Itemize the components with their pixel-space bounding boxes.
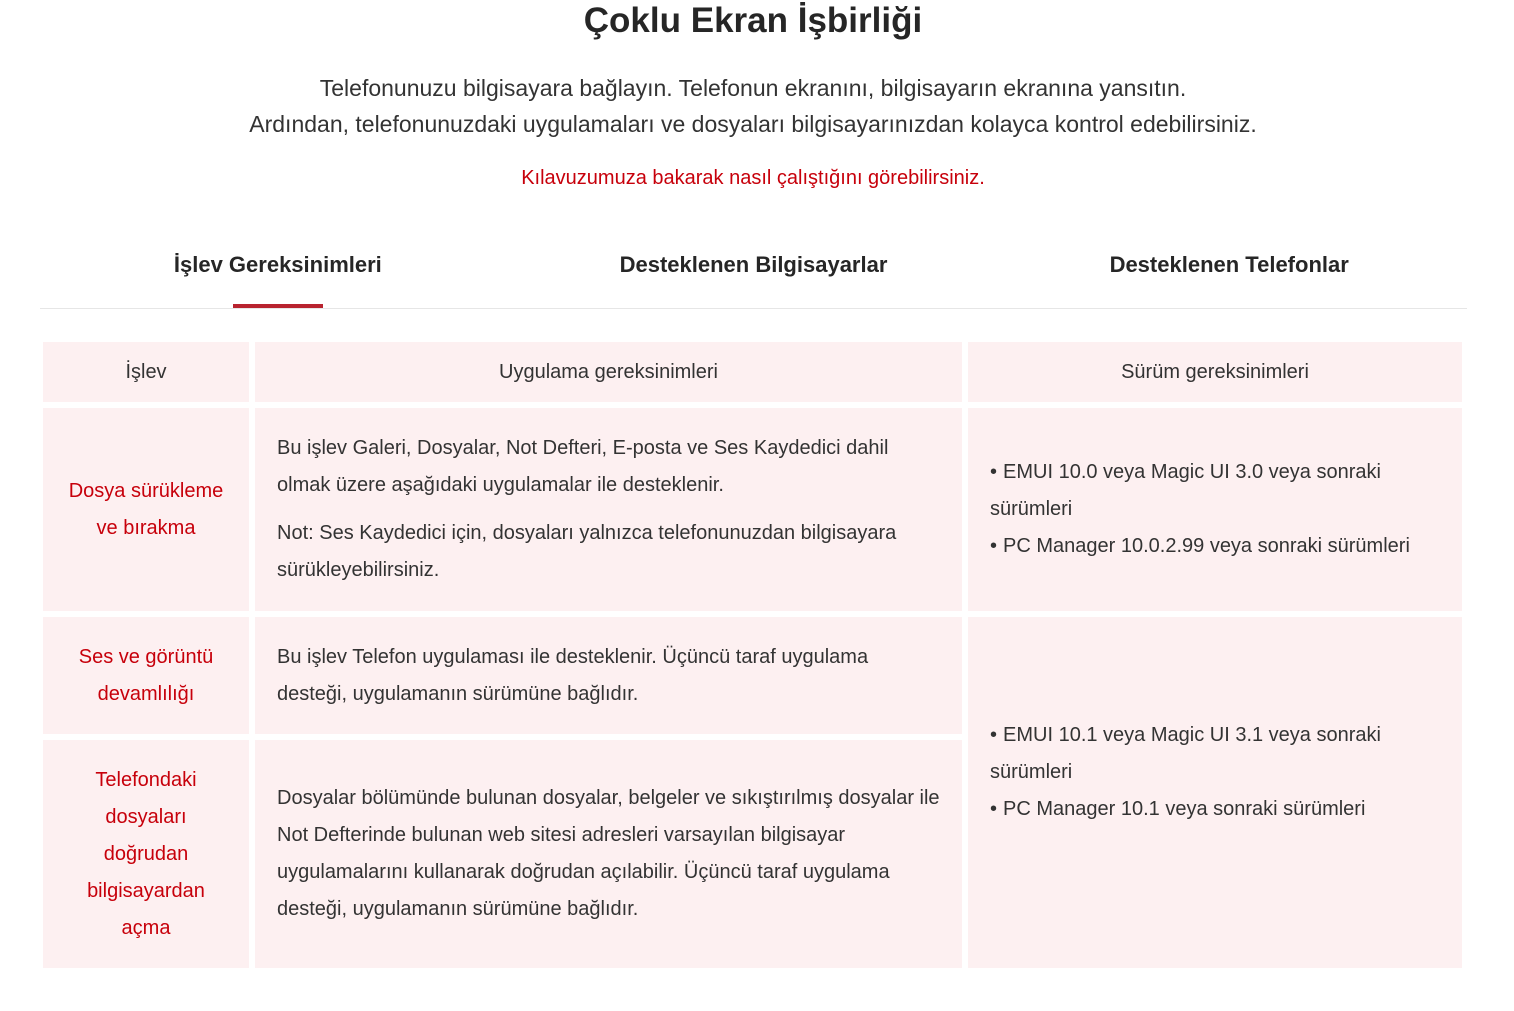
desc-text: Bu işlev Galeri, Dosyalar, Not Defteri, E-posta ve Ses Kaydedici dahil olmak üzere aşağıdaki uygulamalar ile desteklenir. <box>277 437 889 496</box>
tab-label: Desteklenen Telefonlar <box>1109 252 1349 277</box>
tab-supported-computers[interactable] <box>516 240 992 308</box>
feature-audio-video-continuity: Ses ve görüntü devamlılığı <box>43 617 249 734</box>
version-text: EMUI 10.1 veya Magic UI 3.1 veya sonraki sürümleri <box>990 724 1381 783</box>
desc-drag-drop <box>255 408 962 611</box>
page-subtitle <box>0 70 1506 142</box>
desc-text: Bu işlev Telefon uygulaması ile desteklenir. Üçüncü taraf uygulama desteği, uygulamanın sürümüne bağlıdır. <box>277 645 869 705</box>
header-version-requirements: Sürüm gereksinimleri <box>968 342 1462 402</box>
tab-bar <box>40 240 1467 309</box>
active-tab-indicator <box>233 304 323 308</box>
tab-label: Desteklenen Bilgisayarlar <box>619 252 888 277</box>
version-item <box>990 454 1440 528</box>
version-text: PC Manager 10.0.2.99 veya sonraki sürümleri <box>1003 535 1410 557</box>
feature-open-phone-files: Telefondaki dosyaları doğrudan bilgisayardan açma <box>43 740 249 968</box>
bullet-icon: • <box>990 724 998 746</box>
version-item <box>990 528 1440 565</box>
bullet-icon: • <box>990 535 998 557</box>
desc-audio-video-continuity <box>255 617 962 734</box>
version-drag-drop <box>968 408 1462 611</box>
version-shared <box>968 617 1462 968</box>
bullet-icon: • <box>990 461 998 483</box>
version-text: PC Manager 10.1 veya sonraki sürümleri <box>1003 798 1366 820</box>
tab-supported-phones[interactable] <box>991 240 1467 308</box>
header-function: İşlev <box>43 342 249 402</box>
feature-drag-drop: Dosya sürükleme ve bırakma <box>43 408 249 611</box>
version-text: EMUI 10.0 veya Magic UI 3.0 veya sonraki sürümleri <box>990 461 1381 520</box>
subtitle-line-1: Telefonunuzu bilgisayara bağlayın. Telefonun ekranını, bilgisayarın ekranına yansıtın. <box>319 75 1187 101</box>
desc-note: Not: Ses Kaydedici için, dosyaları yalnızca telefonunuzdan bilgisayara sürükleyebilirsiniz. <box>277 522 897 581</box>
tab-label: İşlev Gereksinimleri <box>173 252 382 277</box>
bullet-icon: • <box>990 798 998 820</box>
version-item <box>990 791 1440 828</box>
desc-text: Dosyalar bölümünde bulunan dosyalar, belgeler ve sıkıştırılmış dosyalar ile Not Defterinde bulunan web sitesi adresleri varsayılan bilgisayar uygulamalarını kullanarak doğrudan açılabilir. Üçüncü taraf uygulama desteği, uygulamanın sürümüne bağlıdır. <box>277 787 940 920</box>
version-list <box>990 454 1440 565</box>
page-title: Çoklu Ekran İşbirliği <box>583 1 923 40</box>
requirements-table <box>43 342 1463 970</box>
tab-function-requirements[interactable] <box>40 240 516 308</box>
guide-link[interactable]: Kılavuzumuza bakarak nasıl çalıştığını görebilirsiniz. <box>521 167 985 189</box>
version-item <box>990 717 1440 791</box>
desc-open-phone-files <box>255 740 962 968</box>
subtitle-line-2: Ardından, telefonunuzdaki uygulamaları ve dosyaları bilgisayarınızdan kolayca kontrol edebilirsiniz. <box>249 111 1257 137</box>
version-list <box>990 717 1440 828</box>
header-app-requirements: Uygulama gereksinimleri <box>255 342 962 402</box>
